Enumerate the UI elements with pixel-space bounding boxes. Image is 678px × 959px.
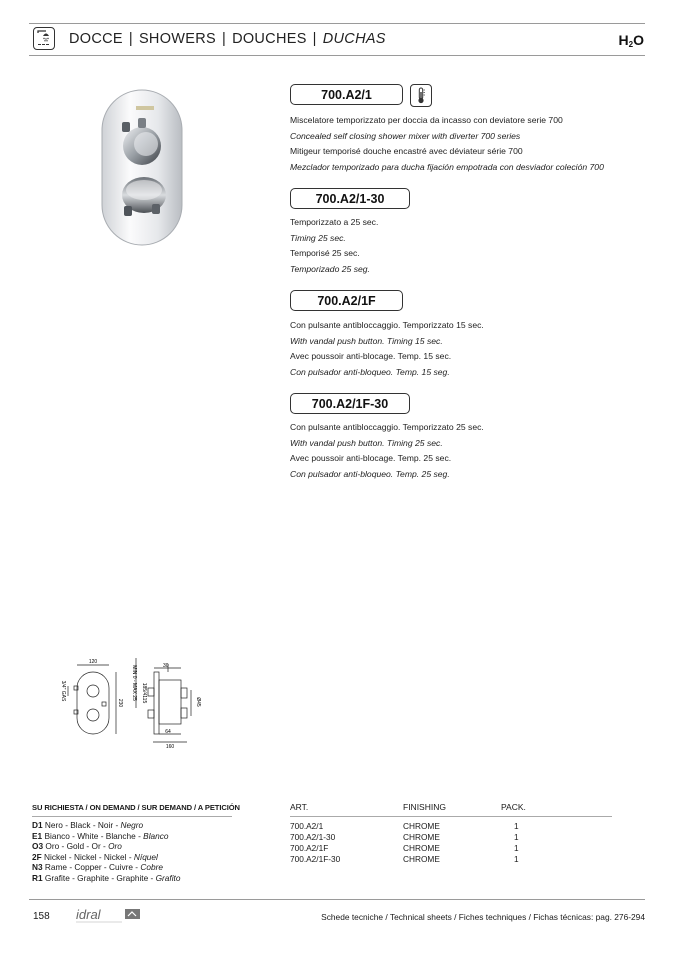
product-description [290,113,604,175]
finish-item: D1 Nero - Black - Noir - Negro [32,820,144,830]
desc-line-fr: Mitigeur temporisé douche encastré avec déviateur série 700 [290,146,523,156]
cell-pack: 1 [514,832,519,842]
finish-item: O3 Oro - Gold - Or - Oro [32,841,122,852]
catalog-reference: Schede tecniche / Technical sheets / Fiches techniques / Fichas técnicas: pag. 276-294 [321,912,645,922]
product-block [290,393,410,414]
cell-pack: 1 [514,821,519,831]
cell-finishing: CHROME [403,832,440,842]
title-separator: | [221,31,227,47]
desc-line-es: Con pulsador anti-bloqueo. Temp. 15 seg. [290,366,450,377]
product-description [290,318,484,380]
table-rule [290,816,612,817]
desc-line-fr: Avec poussoir anti-blocage. Temp. 15 sec. [290,351,452,361]
title-spanish: DUCHAS [322,31,386,47]
brand-logo [76,906,146,924]
cell-pack: 1 [514,843,519,853]
table-row [290,854,612,865]
dim-64-label: 64 [165,729,171,735]
desc-line-it: Miscelatore temporizzato per doccia da incasso con deviatore serie 700 [290,115,563,125]
table-row [290,832,612,843]
table-row [290,843,612,854]
brand-mark: $H_2O$ [618,32,644,49]
page-number: 158 [33,911,50,922]
table-row [290,821,612,832]
desc-line-en: With vandal push button. Timing 25 sec. [290,437,443,448]
footer-rule [29,899,645,900]
title-english: SHOWERS [138,31,216,47]
col-finishing-header: FINISHING [403,802,446,812]
dim-45-label: Ø45 [195,697,201,707]
col-pack-header: PACK. [501,802,526,812]
desc-line-it: Con pulsante antibloccaggio. Temporizzato 15 sec. [290,320,484,330]
product-code-box: 700.A2/1F-30 [290,393,410,414]
desc-line-es: Temporizado 25 seg. [290,263,370,274]
desc-line-it: Con pulsante antibloccaggio. Temporizzato 25 sec. [290,422,484,432]
title-italian: DOCCE [69,31,123,47]
cell-art: 700.A2/1 [290,821,324,831]
col-art-header: ART. [290,802,309,812]
title-separator: | [128,31,133,47]
header-bottom-rule [29,55,645,56]
product-description [290,420,484,482]
product-description [290,215,378,277]
product-code-box: 700.A2/1 [290,84,403,105]
desc-line-en: Timing 25 sec. [290,232,346,243]
cell-art: 700.A2/1-30 [290,832,336,842]
title-separator: | [312,31,317,47]
finish-item: 2F Nickel - Nickel - Nickel - Níquel [32,851,158,862]
dim-width-label: 120 [88,659,98,665]
finish-item: R1 Grafite - Graphite - Graphite - Grafito [32,872,181,883]
desc-line-es: Con pulsador anti-bloqueo. Temp. 25 seg. [290,468,450,479]
shower-icon [33,27,55,50]
cell-art: 700.A2/1F [290,843,329,853]
cell-art: 700.A2/1F-30 [290,854,341,864]
dim-range-label: MIN 0 - MAX 25 [131,665,137,701]
product-block [290,290,403,311]
desc-line-es: Mezclador temporizado para ducha fijación empotrada con desviador coleción 700 [290,161,604,172]
cell-pack: 1 [514,854,519,864]
product-photo [98,88,188,248]
desc-line-it: Temporizzato a 25 sec. [290,217,379,227]
product-code-box: 700.A2/1-30 [290,188,410,209]
finish-item: N3 Rame - Copper - Cuivre - Cobre [32,862,163,873]
cell-finishing: CHROME [403,843,440,853]
cell-finishing: CHROME [403,854,440,864]
dim-30-label: 30 [163,663,169,669]
dim-230-label: 230 [117,698,123,708]
title-french: DOUCHES [232,31,307,47]
on-demand-rule [32,816,232,817]
thermostat-icon [410,84,432,107]
product-block [290,84,403,105]
cell-finishing: CHROME [403,821,440,831]
dim-thread-label: 3/4" GAS [60,680,66,702]
on-demand-title: SU RICHIESTA / ON DEMAND / SUR DEMAND / A PETICIÓN [32,803,240,812]
finish-item: E1 Bianco - White - Blanche - Blanco [32,830,169,841]
desc-line-en: Concealed self closing shower mixer with diverter 700 series [290,130,521,141]
finish-list [32,820,180,884]
dim-160-label: 160 [165,744,175,750]
dim-depth-label: 185/4115 [141,682,147,704]
desc-line-en: With vandal push button. Timing 15 sec. [290,335,443,346]
section-title [69,31,386,47]
svg-text:idral: idral [76,907,101,922]
product-code-box: 700.A2/1F [290,290,403,311]
product-block [290,188,410,209]
desc-line-fr: Temporisé 25 sec. [290,248,360,258]
technical-drawing [56,658,216,750]
header-top-rule [29,23,645,24]
desc-line-fr: Avec poussoir anti-blocage. Temp. 25 sec. [290,453,452,463]
